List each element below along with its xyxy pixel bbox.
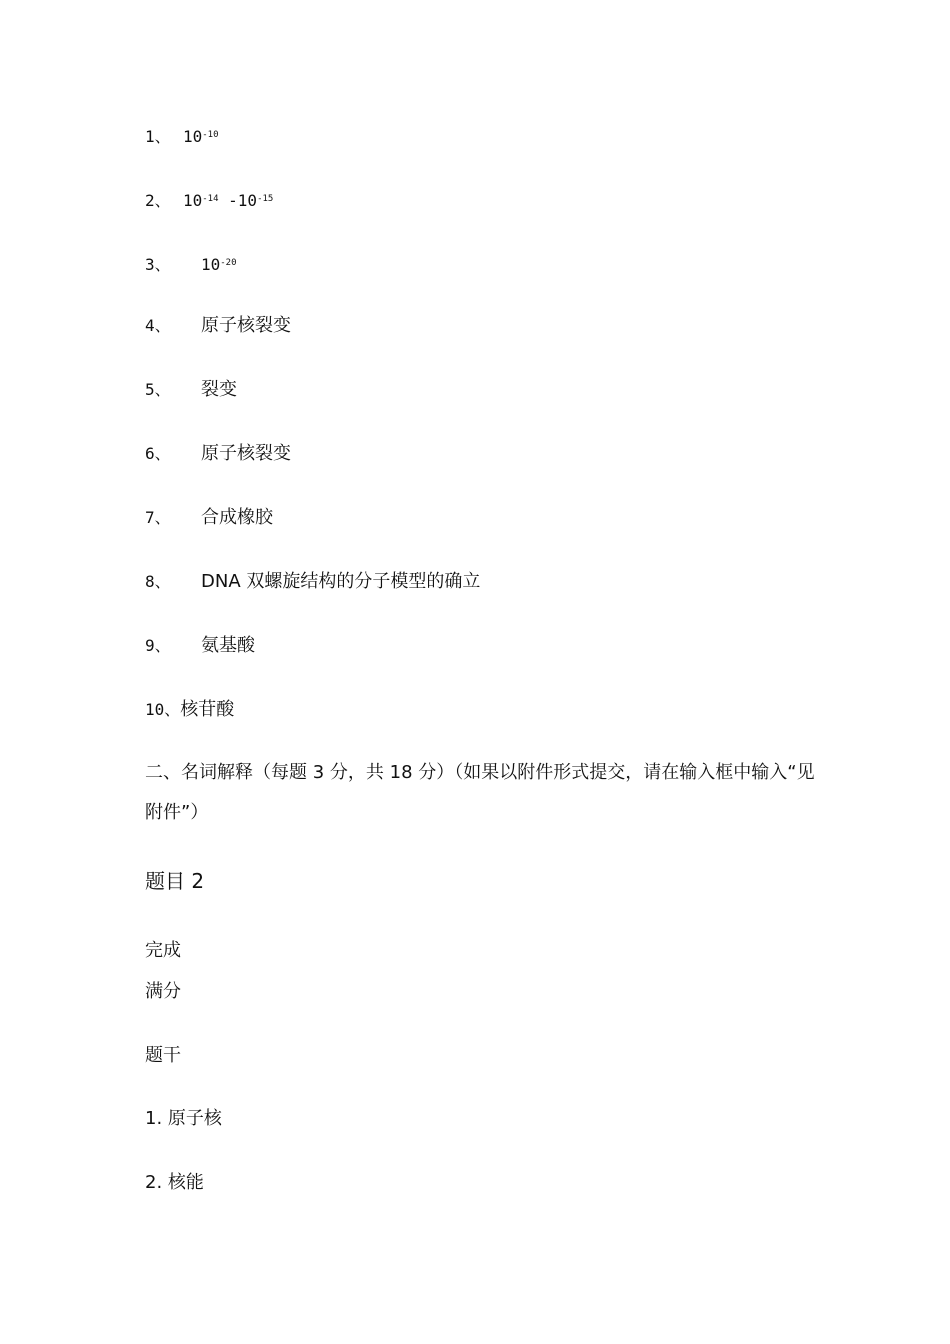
answer-base: 10 — [183, 191, 203, 210]
answer-exponent: -20 — [220, 258, 237, 268]
answer-number: 6、 — [145, 444, 171, 463]
question-title: 题目 2 — [145, 869, 205, 893]
answer-number: 8、 — [145, 572, 171, 591]
answer-text: 合成橡胶 — [201, 507, 273, 528]
answer-7 — [145, 507, 273, 529]
answer-8 — [145, 571, 480, 593]
answer-5 — [145, 379, 237, 401]
answer-exponent-2: -15 — [257, 194, 274, 204]
section-2-title: 二、名词解释（每题 3 分，共 18 分）（如果以附件形式提交，请在输入框中输入“见附件”） — [145, 762, 815, 823]
question-item-2: 2. 核能 — [145, 1172, 204, 1193]
answer-number: 10、 — [145, 700, 181, 719]
answer-text: 氨基酸 — [201, 635, 255, 656]
answer-number: 5、 — [145, 380, 171, 399]
answer-base: 10 — [183, 127, 203, 146]
answer-number: 9、 — [145, 636, 171, 655]
answer-exponent: -10 — [202, 130, 219, 140]
answer-number: 7、 — [145, 508, 171, 527]
answer-exponent: -14 — [202, 194, 219, 204]
answer-text: 裂变 — [201, 379, 237, 400]
answer-number: 1、 — [145, 127, 171, 146]
answer-4 — [145, 315, 291, 337]
answer-base-2: 10 — [237, 191, 258, 210]
answer-number: 3、 — [145, 255, 171, 274]
answer-9 — [145, 635, 255, 657]
answer-1 — [145, 124, 219, 148]
question-stem-label: 题干 — [145, 1045, 181, 1066]
answer-number: 2、 — [145, 191, 171, 210]
question-score: 满分 — [145, 981, 181, 1002]
answer-base: 10 — [201, 255, 221, 274]
answer-3 — [145, 252, 237, 276]
answer-number: 4、 — [145, 316, 171, 335]
answer-text: 核苷酸 — [180, 699, 235, 720]
answer-2 — [145, 188, 273, 212]
answer-10 — [145, 699, 234, 721]
answer-text: DNA 双螺旋结构的分子模型的确立 — [201, 571, 481, 592]
answer-6 — [145, 443, 291, 465]
answer-text: 原子核裂变 — [201, 315, 291, 336]
answer-separator: - — [218, 191, 238, 210]
answer-text: 原子核裂变 — [201, 443, 291, 464]
question-item-1: 1. 原子核 — [145, 1108, 222, 1129]
question-status: 完成 — [145, 940, 181, 961]
